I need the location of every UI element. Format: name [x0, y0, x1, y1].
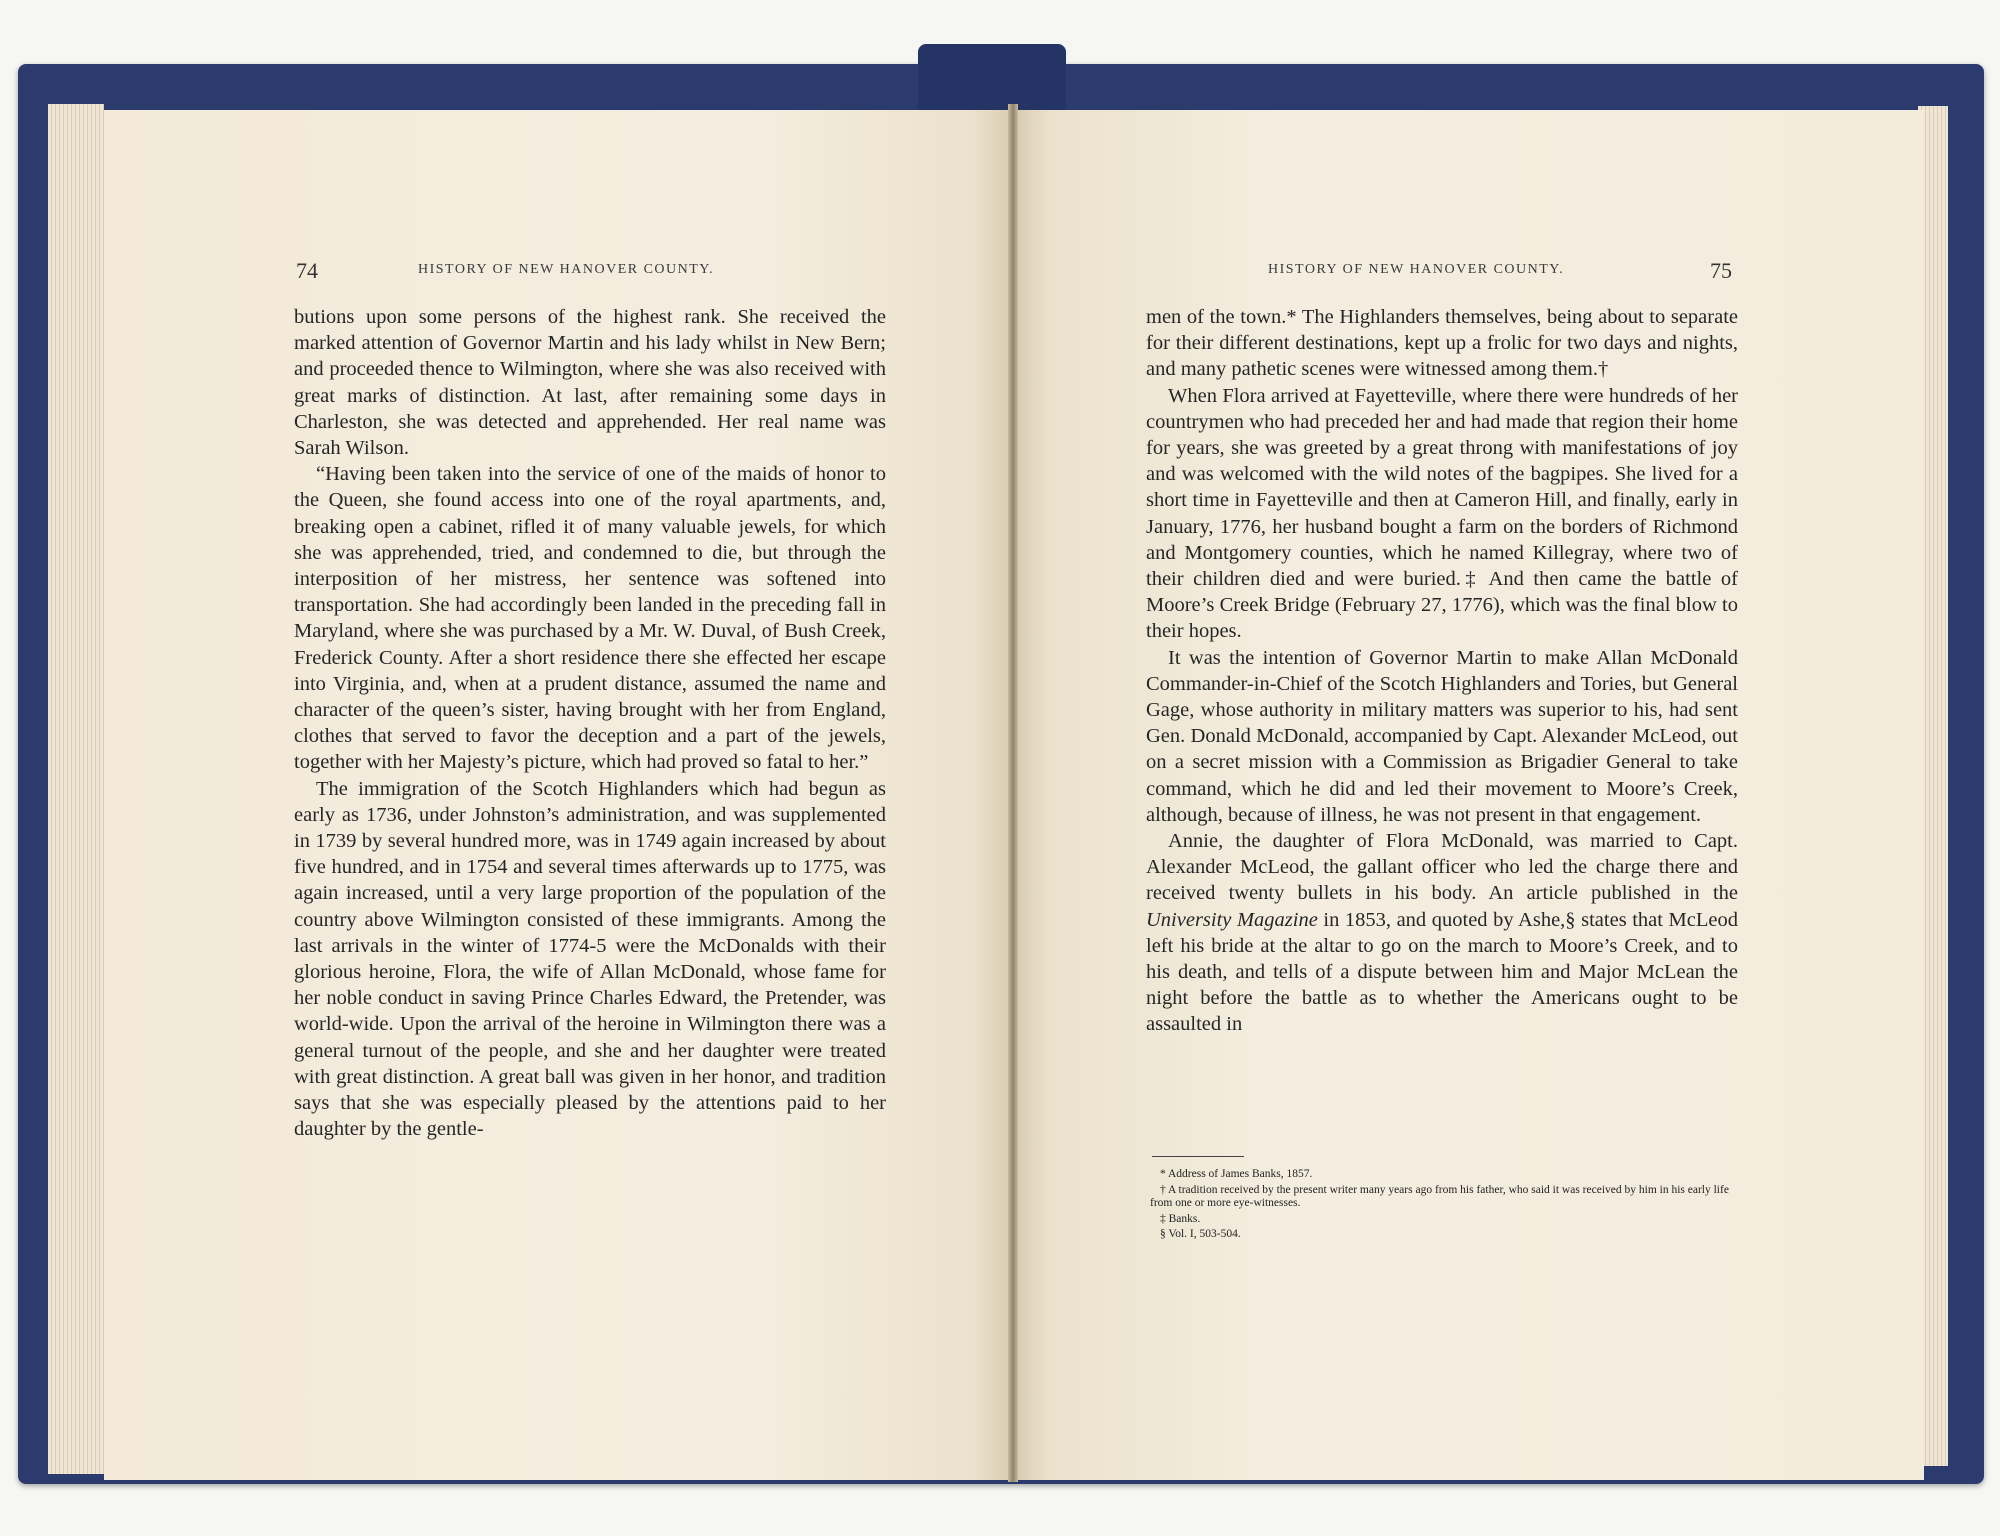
right-page-number: 75	[1710, 258, 1732, 283]
magazine-title: University Magazine	[1146, 908, 1318, 931]
left-paragraph-3: The immigration of the Scotch Highlanders which had begun as early as 1736, under Johnston’s administration, and was supplemented in 1739 by several hundred more, was in 1749 again increased by about five hundred, and in 1754 and several times afterwards up to 1775, was again increased, until a very large proportion of the population of the country above Wilmington consisted of these immigrants. Among the last arrivals in the winter of 1774-5 were the McDonalds with their glorious heroine, Flora, the wife of Allan McDonald, whose fame for her noble conduct in saving Prince Charles Edward, the Pretender, was world-wide. Upon the arrival of the heroine in Wilmington there was a general turnout of the people, and she and her daughter were treated with great distinction. A great ball was given in her honor, and tradition says that she was especially pleased by the attentions paid to her daughter by the gentle-	[294, 777, 886, 1141]
right-page-text	[1146, 304, 1738, 1038]
footnote-2: † A tradition received by the present writer many years ago from his father, who said it was received by him in his early life from one or more eye-witnesses.	[1150, 1183, 1729, 1209]
right-paragraph-1: men of the town.* The Highlanders themselves, being about to separate for their different destinations, kept up a frolic for two days and nights, and many pathetic scenes were witnessed among them.†	[1146, 306, 1738, 381]
footnote-3: ‡ Banks.	[1160, 1212, 1201, 1225]
footnote-1: * Address of James Banks, 1857.	[1160, 1168, 1313, 1180]
footnote-4: § Vol. I, 503-504.	[1160, 1228, 1241, 1240]
book-gutter	[1008, 104, 1018, 1482]
footnote-rule	[1152, 1156, 1244, 1157]
right-paragraph-2: When Flora arrived at Fayetteville, where there were hundreds of her countrymen who had preceded her and had made that region their home for years, she was greeted by a great throng with manifestations of joy and was welcomed with the wild notes of the bagpipes. She lived for a short time in Fayetteville and then at Cameron Hill, and finally, early in January, 1776, her husband bought a farm on the borders of Richmond and Montgomery counties, which he named Killegray, where two of their children died and were buried.‡ And then came the battle of Moore’s Creek Bridge (February 27, 1776), which was the final blow to their hopes.	[1146, 384, 1738, 643]
left-running-head: HISTORY OF NEW HANOVER COUNTY.	[418, 262, 715, 277]
left-paragraph-1: butions upon some persons of the highest rank. She received the marked attention of Governor Martin and his lady whilst in New Bern; and proceeded thence to Wilmington, where she was also received with great marks of distinction. At last, after remaining some days in Charleston, she was detected and apprehended. Her real name was Sarah Wilson.	[294, 306, 886, 460]
page-edges-left	[48, 104, 104, 1474]
footnotes	[1150, 1168, 1740, 1244]
right-running-head: HISTORY OF NEW HANOVER COUNTY.	[1268, 262, 1565, 277]
right-paragraph-3: It was the intention of Governor Martin to make Allan McDonald Commander-in-Chief of the Scotch Highlanders and Tories, but General Gage, whose authority in military matters was superior to his, had sent Gen. Donald McDonald, accompanied by Capt. Alexander McLeod, out on a secret mission with a Commission as Brigadier General to take command, which he did and led their movement to Moore’s Creek, although, because of illness, he was not present in that engagement.	[1146, 646, 1738, 826]
left-page-number: 74	[296, 258, 318, 283]
left-page-text	[294, 304, 886, 1143]
last-paragraph-text-after: in 1853, and quoted by Ashe,§ states that McLeod left his bride at the altar to go on the march to Moore’s Creek, and to his death, and tells of a dispute between him and Major McLean the night before the battle as to whether the Americans ought to be assaulted in	[1146, 908, 1738, 1036]
last-paragraph-text-before: Annie, the daughter of Flora McDonald, was married to Capt. Alexander McLeod, the gallant officer who led the charge there and received twenty bullets in his body. An article published in the	[1146, 830, 1738, 905]
right-paragraph-4	[1146, 828, 1738, 1038]
left-paragraph-2: “Having been taken into the service of one of the maids of honor to the Queen, she found access into one of the royal apartments, and, breaking open a cabinet, rifled it of many valuable jewels, for which she was apprehended, tried, and condemned to die, but through the interposition of her mistress, her sentence was softened into transportation. She had accordingly been landed in the preceding fall in Maryland, where she was purchased by a Mr. W. Duval, of Bush Creek, Frederick County. After a short residence there she effected her escape into Virginia, and, when at a prudent distance, assumed the name and character of the queen’s sister, having brought with her from England, clothes that served to favor the deception and a part of the jewels, together with her Majesty’s picture, which had proved so fatal to her.”	[294, 463, 886, 774]
